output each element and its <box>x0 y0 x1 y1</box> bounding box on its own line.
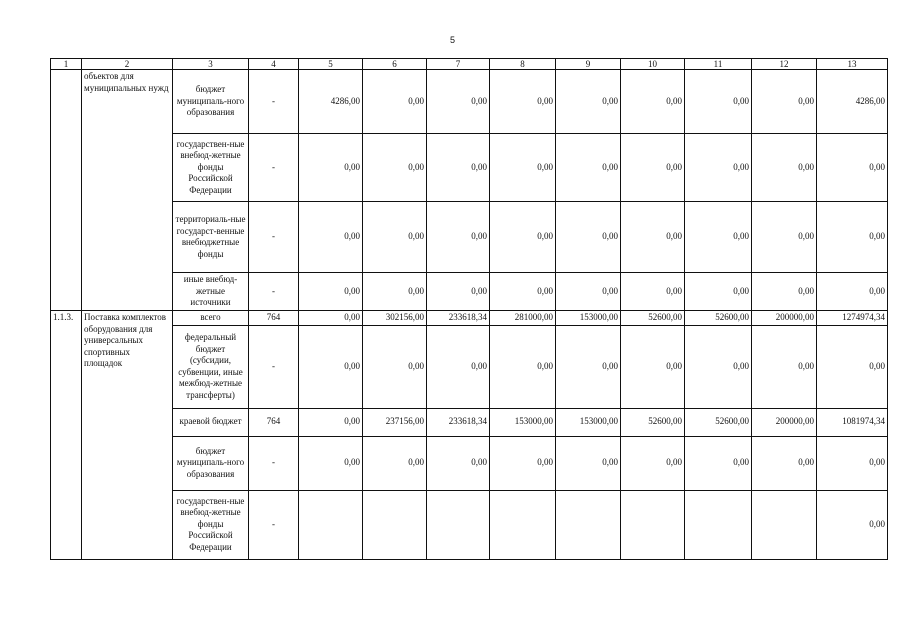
header-cell: 4 <box>249 59 299 70</box>
amount-cell: 0,00 <box>752 134 817 202</box>
amount-cell: 0,00 <box>817 436 888 490</box>
amount-cell: 0,00 <box>752 325 817 408</box>
table-row <box>51 436 888 490</box>
amount-cell: 237156,00 <box>363 408 427 436</box>
amount-cell: 0,00 <box>490 202 556 273</box>
header-cell: 5 <box>299 59 363 70</box>
amount-cell: 52600,00 <box>621 408 685 436</box>
code-cell: 764 <box>249 311 299 326</box>
amount-cell: 0,00 <box>427 273 490 311</box>
header-cell: 9 <box>556 59 621 70</box>
amount-cell: 0,00 <box>752 436 817 490</box>
header-cell: 6 <box>363 59 427 70</box>
table-row <box>51 202 888 273</box>
amount-cell: 0,00 <box>685 325 752 408</box>
amount-cell: 0,00 <box>427 202 490 273</box>
amount-cell: 0,00 <box>363 70 427 134</box>
amount-cell: 0,00 <box>363 436 427 490</box>
amount-cell: 0,00 <box>427 325 490 408</box>
table-row <box>51 325 888 408</box>
amount-cell: 0,00 <box>817 325 888 408</box>
code-cell: - <box>249 436 299 490</box>
budget-table <box>50 58 888 560</box>
funding-source-cell: всего <box>173 311 249 326</box>
amount-cell: 0,00 <box>299 134 363 202</box>
amount-cell <box>685 490 752 559</box>
amount-cell: 0,00 <box>299 325 363 408</box>
amount-cell: 0,00 <box>490 273 556 311</box>
amount-cell: 200000,00 <box>752 311 817 326</box>
code-cell: - <box>249 134 299 202</box>
funding-source-cell: иные внебюд-жетные источники <box>173 273 249 311</box>
table-row <box>51 134 888 202</box>
funding-source-cell: бюджет муниципаль-ного образования <box>173 436 249 490</box>
amount-cell: 153000,00 <box>556 311 621 326</box>
amount-cell <box>556 490 621 559</box>
header-row <box>51 59 888 70</box>
amount-cell: 0,00 <box>817 134 888 202</box>
funding-source-cell: бюджет муниципаль-ного образования <box>173 70 249 134</box>
amount-cell: 0,00 <box>621 134 685 202</box>
amount-cell: 0,00 <box>621 436 685 490</box>
amount-cell: 4286,00 <box>299 70 363 134</box>
code-cell: - <box>249 490 299 559</box>
header-cell: 12 <box>752 59 817 70</box>
amount-cell: 0,00 <box>299 202 363 273</box>
amount-cell: 0,00 <box>363 325 427 408</box>
amount-cell <box>490 490 556 559</box>
amount-cell: 0,00 <box>685 134 752 202</box>
funding-source-cell: краевой бюджет <box>173 408 249 436</box>
amount-cell: 0,00 <box>752 273 817 311</box>
amount-cell: 0,00 <box>363 134 427 202</box>
amount-cell: 153000,00 <box>490 408 556 436</box>
amount-cell: 153000,00 <box>556 408 621 436</box>
amount-cell: 0,00 <box>621 70 685 134</box>
table-row <box>51 70 888 134</box>
amount-cell: 200000,00 <box>752 408 817 436</box>
amount-cell <box>752 490 817 559</box>
amount-cell: 0,00 <box>427 436 490 490</box>
amount-cell: 0,00 <box>752 202 817 273</box>
amount-cell: 0,00 <box>817 202 888 273</box>
amount-cell: 0,00 <box>556 202 621 273</box>
amount-cell: 0,00 <box>490 325 556 408</box>
header-cell: 13 <box>817 59 888 70</box>
amount-cell: 0,00 <box>556 70 621 134</box>
header-cell: 1 <box>51 59 82 70</box>
header-cell: 11 <box>685 59 752 70</box>
amount-cell: 0,00 <box>556 325 621 408</box>
header-cell: 7 <box>427 59 490 70</box>
amount-cell: 0,00 <box>556 436 621 490</box>
amount-cell <box>621 490 685 559</box>
amount-cell: 0,00 <box>685 436 752 490</box>
funding-source-cell: государствен-ные внебюд-жетные фонды Российской Федерации <box>173 134 249 202</box>
code-cell: - <box>249 202 299 273</box>
amount-cell: 0,00 <box>363 202 427 273</box>
code-cell: - <box>249 325 299 408</box>
amount-cell: 0,00 <box>621 325 685 408</box>
amount-cell: 0,00 <box>490 436 556 490</box>
header-cell: 2 <box>82 59 173 70</box>
amount-cell <box>299 490 363 559</box>
header-cell: 10 <box>621 59 685 70</box>
header-cell: 8 <box>490 59 556 70</box>
measure-name-cell: объектов для муниципальных нужд <box>82 70 173 311</box>
amount-cell: 0,00 <box>817 273 888 311</box>
row-number-cell <box>51 70 82 311</box>
amount-cell: 0,00 <box>427 134 490 202</box>
table-row <box>51 408 888 436</box>
amount-cell: 0,00 <box>299 408 363 436</box>
page-number: 5 <box>449 35 455 45</box>
amount-cell: 52600,00 <box>685 311 752 326</box>
code-cell: - <box>249 273 299 311</box>
amount-cell: 0,00 <box>299 273 363 311</box>
amount-cell: 0,00 <box>817 490 888 559</box>
amount-cell: 0,00 <box>752 70 817 134</box>
funding-source-cell: федеральный бюджет (субсидии, субвенции, иные межбюд-жетные трансферты) <box>173 325 249 408</box>
table-row <box>51 311 888 326</box>
amount-cell: 0,00 <box>685 273 752 311</box>
measure-name-cell: Поставка комплектов оборудования для универсальных спортивных площадок <box>82 311 173 560</box>
amount-cell: 0,00 <box>685 202 752 273</box>
amount-cell: 0,00 <box>621 202 685 273</box>
amount-cell: 0,00 <box>556 273 621 311</box>
code-cell: - <box>249 70 299 134</box>
amount-cell: 0,00 <box>299 311 363 326</box>
amount-cell: 0,00 <box>621 273 685 311</box>
amount-cell: 52600,00 <box>685 408 752 436</box>
amount-cell: 0,00 <box>685 70 752 134</box>
amount-cell: 302156,00 <box>363 311 427 326</box>
amount-cell: 233618,34 <box>427 311 490 326</box>
table-row <box>51 490 888 559</box>
amount-cell: 233618,34 <box>427 408 490 436</box>
amount-cell: 0,00 <box>490 134 556 202</box>
amount-cell: 0,00 <box>490 70 556 134</box>
amount-cell <box>427 490 490 559</box>
funding-source-cell: территориаль-ные государст-венные внебюджетные фонды <box>173 202 249 273</box>
amount-cell: 0,00 <box>427 70 490 134</box>
amount-cell: 0,00 <box>556 134 621 202</box>
amount-cell: 0,00 <box>363 273 427 311</box>
amount-cell: 1081974,34 <box>817 408 888 436</box>
amount-cell: 52600,00 <box>621 311 685 326</box>
amount-cell: 1274974,34 <box>817 311 888 326</box>
row-number-cell: 1.1.3. <box>51 311 82 560</box>
code-cell: 764 <box>249 408 299 436</box>
header-cell: 3 <box>173 59 249 70</box>
amount-cell: 281000,00 <box>490 311 556 326</box>
amount-cell: 4286,00 <box>817 70 888 134</box>
table-row <box>51 273 888 311</box>
funding-source-cell: государствен-ные внебюд-жетные фонды Российской Федерации <box>173 490 249 559</box>
amount-cell <box>363 490 427 559</box>
amount-cell: 0,00 <box>299 436 363 490</box>
